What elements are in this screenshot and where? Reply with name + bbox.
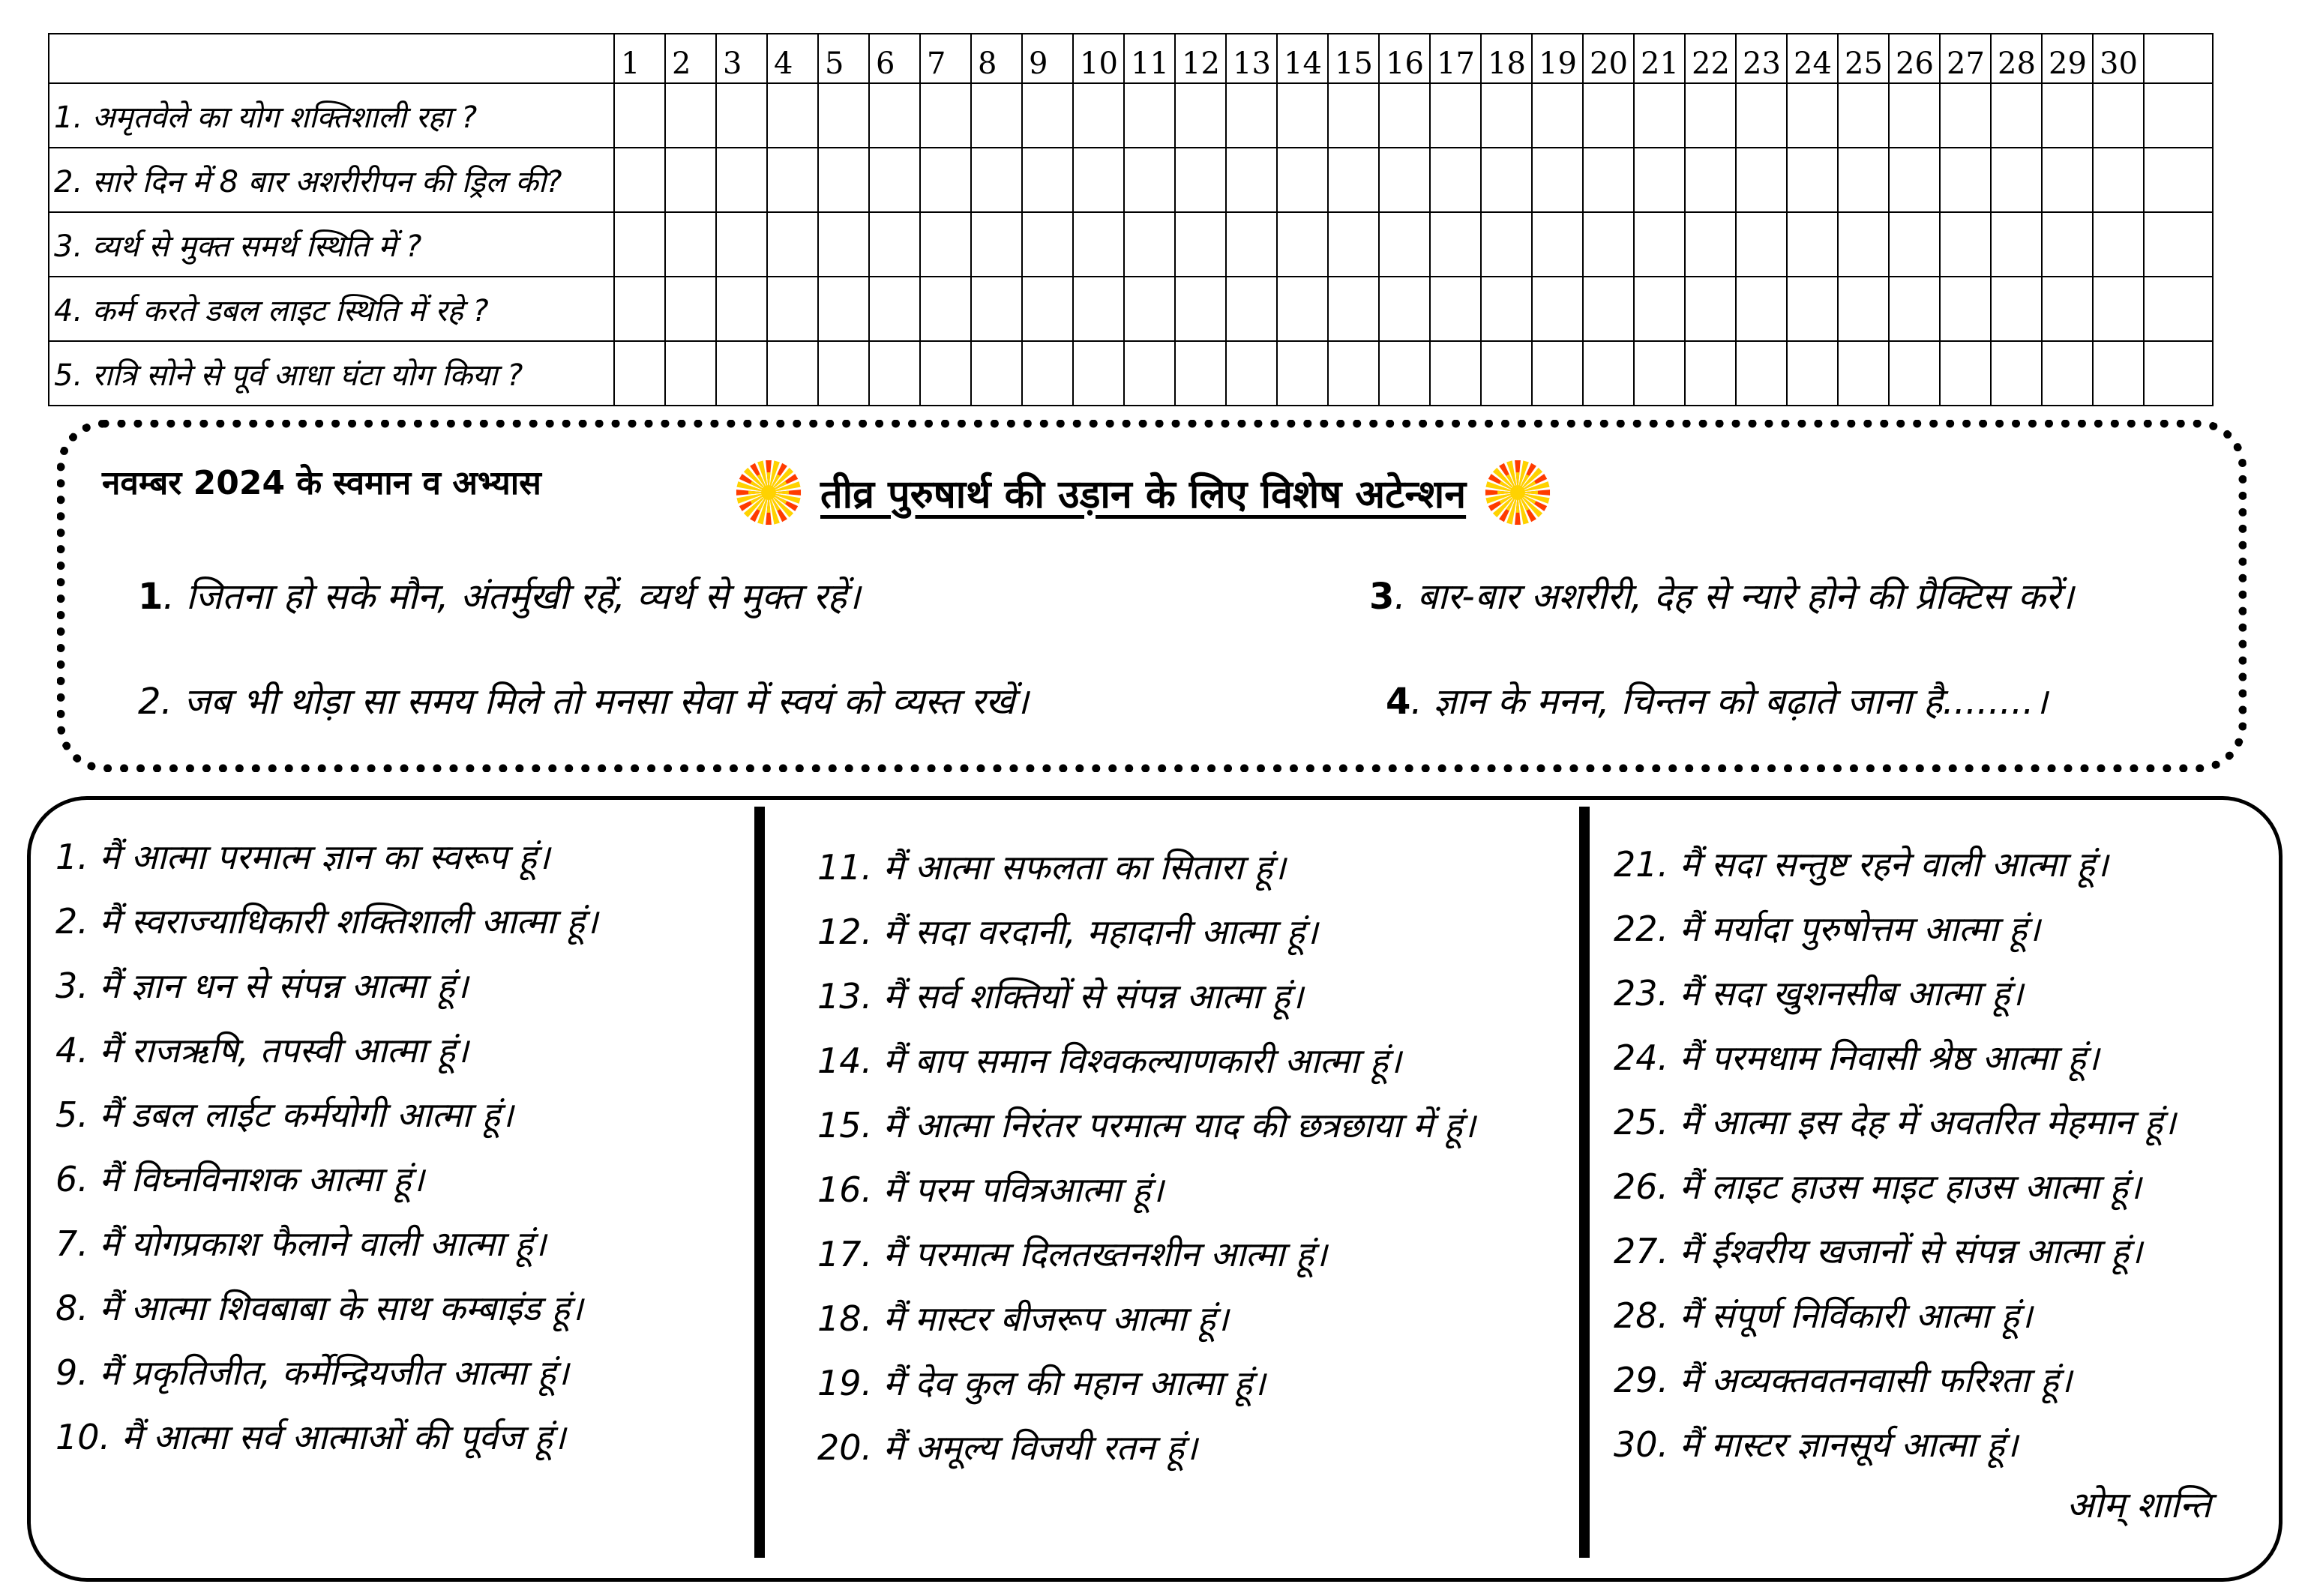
affirmation-column-3 <box>1614 832 2176 1477</box>
tracker-check-cell[interactable] <box>1532 83 1583 148</box>
tracker-check-cell[interactable] <box>2042 212 2093 277</box>
day-header: 11 <box>1124 34 1175 83</box>
practice-text: . जब भी थोड़ा सा समय मिले तो मनसा सेवा में स्वयं को व्यस्त रखें। <box>160 681 1029 723</box>
tracker-extra-cell <box>2144 148 2213 212</box>
tracker-check-cell[interactable] <box>2042 341 2093 406</box>
tracker-check-cell[interactable] <box>1940 83 1991 148</box>
affirmation-item: 4. मैं राजऋषि, तपस्वी आत्मा हूं। <box>55 1030 469 1070</box>
tracker-check-cell[interactable] <box>1481 83 1532 148</box>
tracker-check-cell[interactable] <box>1991 277 2042 341</box>
day-header: 19 <box>1532 34 1583 83</box>
tracker-check-cell[interactable] <box>614 212 665 277</box>
tracker-check-cell[interactable] <box>1481 212 1532 277</box>
affirmation-item: 18. मैं मास्टर बीजरूप आत्मा हूं। <box>817 1298 1229 1339</box>
tracker-check-cell[interactable] <box>818 83 869 148</box>
affirmation-item: 20. मैं अमूल्य विजयी रतन हूं। <box>817 1427 1197 1468</box>
tracker-check-cell[interactable] <box>1226 148 1277 212</box>
practice-number: 1 <box>138 576 163 618</box>
affirmation-item: 30. मैं मास्टर ज्ञानसूर्य आत्मा हूं। <box>1614 1424 2019 1465</box>
tracker-check-cell[interactable] <box>1685 148 1736 212</box>
tracker-question: 1. अमृतवेले का योग शक्तिशाली रहा ? <box>49 83 614 148</box>
tracker-check-cell[interactable] <box>1685 212 1736 277</box>
tracker-check-cell[interactable] <box>716 212 767 277</box>
tracker-check-cell[interactable] <box>1736 148 1787 212</box>
tracker-row <box>49 341 2213 406</box>
tracker-check-cell[interactable] <box>971 212 1022 277</box>
tracker-check-cell[interactable] <box>1787 83 1838 148</box>
tracker-check-cell[interactable] <box>767 83 818 148</box>
tracker-header-row <box>49 34 2213 83</box>
affirmation-item: 24. मैं परमधाम निवासी श्रेष्ठ आत्मा हूं। <box>1614 1038 2100 1078</box>
tracker-check-cell[interactable] <box>818 212 869 277</box>
practice-number: 2 <box>138 681 161 723</box>
tracker-check-cell[interactable] <box>1940 148 1991 212</box>
tracker-check-cell[interactable] <box>1328 341 1379 406</box>
tracker-check-cell[interactable] <box>2042 83 2093 148</box>
day-header: 25 <box>1838 34 1889 83</box>
sun-burst-icon <box>1484 459 1551 526</box>
day-header: 17 <box>1430 34 1481 83</box>
tracker-check-cell[interactable] <box>1481 277 1532 341</box>
tracker-check-cell[interactable] <box>1736 341 1787 406</box>
tracker-check-cell[interactable] <box>1583 83 1634 148</box>
day-header: 22 <box>1685 34 1736 83</box>
tracker-check-cell[interactable] <box>1889 341 1940 406</box>
tracker-row <box>49 148 2213 212</box>
tracker-check-cell[interactable] <box>1838 277 1889 341</box>
tracker-check-cell[interactable] <box>1838 148 1889 212</box>
tracker-check-cell[interactable] <box>1277 277 1328 341</box>
tracker-check-cell[interactable] <box>2042 277 2093 341</box>
affirmation-item: 12. मैं सदा वरदानी, महादानी आत्मा हूं। <box>817 912 1318 952</box>
tracker-check-cell[interactable] <box>1634 148 1685 212</box>
tracker-check-cell[interactable] <box>716 148 767 212</box>
affirmation-item: 16. मैं परम पवित्रआत्मा हूं। <box>817 1169 1164 1210</box>
tracker-check-cell[interactable] <box>767 212 818 277</box>
affirmation-item: 17. मैं परमात्म दिलतख्तनशीन आत्मा हूं। <box>817 1234 1327 1274</box>
tracker-check-cell[interactable] <box>1073 148 1124 212</box>
tracker-check-cell[interactable] <box>1481 341 1532 406</box>
tracker-check-cell[interactable] <box>1022 341 1073 406</box>
day-header: 2 <box>665 34 716 83</box>
affirmation-item: 26. मैं लाइट हाउस माइट हाउस आत्मा हूं। <box>1614 1166 2142 1207</box>
practice-text: . बार-बार अशरीरी, देह से न्यारे होने की प्रैक्टिस करें। <box>1394 576 2074 618</box>
tracker-check-cell[interactable] <box>614 83 665 148</box>
tracker-check-cell[interactable] <box>1532 212 1583 277</box>
tracker-check-cell[interactable] <box>1889 277 1940 341</box>
tracker-check-cell[interactable] <box>1634 277 1685 341</box>
tracker-check-cell[interactable] <box>920 277 971 341</box>
affirmation-item: 11. मैं आत्मा सफलता का सितारा हूं। <box>817 847 1286 888</box>
tracker-check-cell[interactable] <box>1991 83 2042 148</box>
tracker-check-cell[interactable] <box>1736 83 1787 148</box>
month-title: नवम्बर 2024 के स्वमान व अभ्यास <box>102 464 541 502</box>
tracker-check-cell[interactable] <box>818 148 869 212</box>
day-header: 28 <box>1991 34 2042 83</box>
practice-number: 4 <box>1386 681 1411 723</box>
day-header: 4 <box>767 34 818 83</box>
tracker-question: 5. रात्रि सोने से पूर्व आधा घंटा योग किया ? <box>49 341 614 406</box>
day-header: 9 <box>1022 34 1073 83</box>
tracker-check-cell[interactable] <box>2042 148 2093 212</box>
tracker-check-cell[interactable] <box>665 148 716 212</box>
affirmation-item: 6. मैं विघ्नविनाशक आत्मा हूं। <box>55 1159 424 1199</box>
tracker-row <box>49 277 2213 341</box>
practice-item-1 <box>138 571 860 620</box>
closing-text: ओम् शान्ति <box>2067 1484 2211 1526</box>
tracker-check-cell[interactable] <box>1685 277 1736 341</box>
tracker-check-cell[interactable] <box>1583 212 1634 277</box>
tracker-check-cell[interactable] <box>716 277 767 341</box>
tracker-check-cell[interactable] <box>1379 341 1430 406</box>
tracker-check-cell[interactable] <box>869 148 920 212</box>
day-header: 24 <box>1787 34 1838 83</box>
day-header: 23 <box>1736 34 1787 83</box>
tracker-check-cell[interactable] <box>1991 341 2042 406</box>
tracker-check-cell[interactable] <box>1022 212 1073 277</box>
column-divider <box>1579 807 1590 1558</box>
day-header: 30 <box>2093 34 2144 83</box>
tracker-check-cell[interactable] <box>1328 148 1379 212</box>
affirmation-item: 22. मैं मर्यादा पुरुषोत्तम आत्मा हूं। <box>1614 909 2040 949</box>
tracker-question: 4. कर्म करते डबल लाइट स्थिति में रहे ? <box>49 277 614 341</box>
tracker-row <box>49 83 2213 148</box>
day-header: 15 <box>1328 34 1379 83</box>
tracker-check-cell[interactable] <box>1532 148 1583 212</box>
day-header: 1 <box>614 34 665 83</box>
tracker-check-cell[interactable] <box>2093 277 2144 341</box>
column-divider <box>754 807 765 1558</box>
tracker-check-cell[interactable] <box>1022 83 1073 148</box>
day-header: 21 <box>1634 34 1685 83</box>
day-header-empty <box>2144 34 2213 83</box>
tracker-check-cell[interactable] <box>818 341 869 406</box>
daily-tracker-table <box>48 33 2214 406</box>
day-header: 3 <box>716 34 767 83</box>
tracker-check-cell[interactable] <box>1226 83 1277 148</box>
affirmation-column-1 <box>55 825 598 1469</box>
tracker-check-cell[interactable] <box>971 277 1022 341</box>
tracker-check-cell[interactable] <box>1379 83 1430 148</box>
tracker-check-cell[interactable] <box>869 83 920 148</box>
affirmation-item: 1. मैं आत्मा परमात्म ज्ञान का स्वरूप हूं। <box>55 837 550 877</box>
tracker-check-cell[interactable] <box>1430 277 1481 341</box>
tracker-check-cell[interactable] <box>971 83 1022 148</box>
tracker-check-cell[interactable] <box>1277 341 1328 406</box>
tracker-question: 2. सारे दिन में 8 बार अशरीरीपन की ड्रिल की? <box>49 148 614 212</box>
tracker-check-cell[interactable] <box>665 277 716 341</box>
tracker-check-cell[interactable] <box>1634 341 1685 406</box>
affirmation-item: 21. मैं सदा सन्तुष्ट रहने वाली आत्मा हूं। <box>1614 844 2109 885</box>
tracker-extra-cell <box>2144 83 2213 148</box>
affirmation-item: 29. मैं अव्यक्तवतनवासी फरिश्ता हूं। <box>1614 1360 2073 1400</box>
day-header: 16 <box>1379 34 1430 83</box>
tracker-check-cell[interactable] <box>1022 277 1073 341</box>
sun-burst-icon <box>735 459 802 526</box>
day-header: 29 <box>2042 34 2093 83</box>
tracker-check-cell[interactable] <box>1124 83 1175 148</box>
day-header: 12 <box>1175 34 1226 83</box>
tracker-check-cell[interactable] <box>1838 341 1889 406</box>
tracker-check-cell[interactable] <box>1277 83 1328 148</box>
tracker-check-cell[interactable] <box>716 83 767 148</box>
tracker-check-cell[interactable] <box>1991 212 2042 277</box>
tracker-check-cell[interactable] <box>818 277 869 341</box>
affirmation-item: 15. मैं आत्मा निरंतर परमात्म याद की छत्रछाया में हूं। <box>817 1105 1476 1145</box>
tracker-check-cell[interactable] <box>1838 83 1889 148</box>
tracker-check-cell[interactable] <box>1685 341 1736 406</box>
affirmation-item: 19. मैं देव कुल की महान आत्मा हूं। <box>817 1363 1266 1403</box>
tracker-check-cell[interactable] <box>1379 277 1430 341</box>
practice-number: 3 <box>1369 576 1395 618</box>
tracker-check-cell[interactable] <box>1124 212 1175 277</box>
tracker-check-cell[interactable] <box>1430 212 1481 277</box>
affirmation-item: 28. मैं संपूर्ण निर्विकारी आत्मा हूं। <box>1614 1295 2033 1336</box>
tracker-check-cell[interactable] <box>1073 212 1124 277</box>
affirmation-item: 3. मैं ज्ञान धन से संपन्न आत्मा हूं। <box>55 966 469 1006</box>
tracker-check-cell[interactable] <box>1685 83 1736 148</box>
affirmation-item: 27. मैं ईश्वरीय खजानों से संपन्न आत्मा हूं। <box>1614 1231 2143 1271</box>
tracker-check-cell[interactable] <box>920 212 971 277</box>
day-header: 5 <box>818 34 869 83</box>
tracker-check-cell[interactable] <box>920 148 971 212</box>
tracker-check-cell[interactable] <box>869 277 920 341</box>
tracker-check-cell[interactable] <box>1379 212 1430 277</box>
tracker-check-cell[interactable] <box>1940 212 1991 277</box>
tracker-check-cell[interactable] <box>971 341 1022 406</box>
tracker-check-cell[interactable] <box>614 148 665 212</box>
tracker-check-cell[interactable] <box>1889 83 1940 148</box>
affirmation-item: 25. मैं आत्मा इस देह में अवतरित मेहमान हूं। <box>1614 1102 2176 1142</box>
tracker-check-cell[interactable] <box>665 83 716 148</box>
tracker-check-cell[interactable] <box>920 83 971 148</box>
day-header: 13 <box>1226 34 1277 83</box>
tracker-extra-cell <box>2144 341 2213 406</box>
tracker-check-cell[interactable] <box>2093 212 2144 277</box>
tracker-check-cell[interactable] <box>869 212 920 277</box>
tracker-check-cell[interactable] <box>1124 277 1175 341</box>
affirmation-item: 23. मैं सदा खुशनसीब आत्मा हूं। <box>1614 973 2024 1014</box>
tracker-check-cell[interactable] <box>1226 212 1277 277</box>
tracker-check-cell[interactable] <box>1583 277 1634 341</box>
tracker-row <box>49 212 2213 277</box>
practice-item-3 <box>1369 571 2074 620</box>
day-header: 27 <box>1940 34 1991 83</box>
tracker-check-cell[interactable] <box>1175 341 1226 406</box>
tracker-check-cell[interactable] <box>869 341 920 406</box>
tracker-check-cell[interactable] <box>1634 212 1685 277</box>
affirmation-column-2 <box>817 835 1476 1480</box>
tracker-check-cell[interactable] <box>1328 212 1379 277</box>
tracker-check-cell[interactable] <box>1430 83 1481 148</box>
tracker-check-cell[interactable] <box>1532 277 1583 341</box>
tracker-check-cell[interactable] <box>1889 148 1940 212</box>
tracker-check-cell[interactable] <box>1481 148 1532 212</box>
day-header: 18 <box>1481 34 1532 83</box>
day-header: 6 <box>869 34 920 83</box>
tracker-check-cell[interactable] <box>767 277 818 341</box>
tracker-check-cell[interactable] <box>1124 341 1175 406</box>
affirmation-item: 5. मैं डबल लाईट कर्मयोगी आत्मा हूं। <box>55 1094 514 1135</box>
tracker-check-cell[interactable] <box>1226 277 1277 341</box>
day-header: 8 <box>971 34 1022 83</box>
tracker-check-cell[interactable] <box>1226 341 1277 406</box>
tracker-check-cell[interactable] <box>1634 83 1685 148</box>
tracker-extra-cell <box>2144 277 2213 341</box>
tracker-check-cell[interactable] <box>1736 212 1787 277</box>
tracker-check-cell[interactable] <box>1583 148 1634 212</box>
tracker-check-cell[interactable] <box>1787 341 1838 406</box>
affirmation-item: 10. मैं आत्मा सर्व आत्माओं की पूर्वज हूं। <box>55 1417 566 1457</box>
tracker-check-cell[interactable] <box>1073 83 1124 148</box>
tracker-extra-cell <box>2144 212 2213 277</box>
tracker-check-cell[interactable] <box>767 341 818 406</box>
tracker-check-cell[interactable] <box>2093 83 2144 148</box>
tracker-check-cell[interactable] <box>1583 341 1634 406</box>
tracker-check-cell[interactable] <box>1328 277 1379 341</box>
affirmation-item: 14. मैं बाप समान विश्वकल्याणकारी आत्मा हूं। <box>817 1041 1401 1081</box>
day-header: 14 <box>1277 34 1328 83</box>
tracker-check-cell[interactable] <box>1532 341 1583 406</box>
day-header: 20 <box>1583 34 1634 83</box>
tracker-check-cell[interactable] <box>1430 148 1481 212</box>
affirmation-item: 9. मैं प्रकृतिजीत, कर्मेन्द्रियजीत आत्मा हूं। <box>55 1352 569 1393</box>
tracker-check-cell[interactable] <box>1175 83 1226 148</box>
tracker-check-cell[interactable] <box>1073 341 1124 406</box>
tracker-corner-cell <box>49 34 614 83</box>
tracker-check-cell[interactable] <box>767 148 818 212</box>
day-header: 10 <box>1073 34 1124 83</box>
affirmation-item: 7. मैं योगप्रकाश फैलाने वाली आत्मा हूं। <box>55 1223 547 1264</box>
tracker-check-cell[interactable] <box>1124 148 1175 212</box>
tracker-check-cell[interactable] <box>1277 212 1328 277</box>
tracker-check-cell[interactable] <box>716 341 767 406</box>
practice-item-2 <box>138 676 1029 725</box>
tracker-check-cell[interactable] <box>1889 212 1940 277</box>
tracker-check-cell[interactable] <box>2093 341 2144 406</box>
tracker-check-cell[interactable] <box>1175 277 1226 341</box>
tracker-check-cell[interactable] <box>665 341 716 406</box>
attention-heading <box>735 459 1551 526</box>
tracker-check-cell[interactable] <box>2093 148 2144 212</box>
tracker-check-cell[interactable] <box>1787 277 1838 341</box>
tracker-body <box>49 83 2213 406</box>
tracker-check-cell[interactable] <box>1838 212 1889 277</box>
tracker-check-cell[interactable] <box>1940 341 1991 406</box>
tracker-check-cell[interactable] <box>1175 212 1226 277</box>
day-header: 7 <box>920 34 971 83</box>
affirmation-item: 13. मैं सर्व शक्तियों से संपन्न आत्मा हूं। <box>817 976 1304 1017</box>
tracker-check-cell[interactable] <box>1277 148 1328 212</box>
tracker-check-cell[interactable] <box>1736 277 1787 341</box>
tracker-check-cell[interactable] <box>1328 83 1379 148</box>
tracker-check-cell[interactable] <box>1430 341 1481 406</box>
tracker-check-cell[interactable] <box>1940 277 1991 341</box>
tracker-check-cell[interactable] <box>1991 148 2042 212</box>
attention-title: तीव्र पुरुषार्थ की उड़ान के लिए विशेष अटेन्शन <box>820 472 1467 517</box>
tracker-question: 3. व्यर्थ से मुक्त समर्थ स्थिति में ? <box>49 212 614 277</box>
affirmation-item: 2. मैं स्वराज्याधिकारी शक्तिशाली आत्मा हूं। <box>55 901 598 942</box>
tracker-check-cell[interactable] <box>614 277 665 341</box>
tracker-check-cell[interactable] <box>1022 148 1073 212</box>
tracker-check-cell[interactable] <box>971 148 1022 212</box>
tracker-check-cell[interactable] <box>1073 277 1124 341</box>
affirmation-item: 8. मैं आत्मा शिवबाबा के साथ कम्बाइंड हूं। <box>55 1288 583 1328</box>
tracker-check-cell[interactable] <box>1787 148 1838 212</box>
tracker-check-cell[interactable] <box>665 212 716 277</box>
tracker-check-cell[interactable] <box>1175 148 1226 212</box>
practice-text: . जितना हो सके मौन, अंतर्मुखी रहें, व्यर्थ से मुक्त रहें। <box>163 576 861 618</box>
tracker-check-cell[interactable] <box>1379 148 1430 212</box>
tracker-check-cell[interactable] <box>920 341 971 406</box>
tracker-check-cell[interactable] <box>614 341 665 406</box>
day-header: 26 <box>1889 34 1940 83</box>
practice-text: . ज्ञान के मनन, चिन्तन को बढ़ाते जाना है........। <box>1410 681 2048 723</box>
tracker-check-cell[interactable] <box>1787 212 1838 277</box>
practice-item-4 <box>1386 676 2048 725</box>
